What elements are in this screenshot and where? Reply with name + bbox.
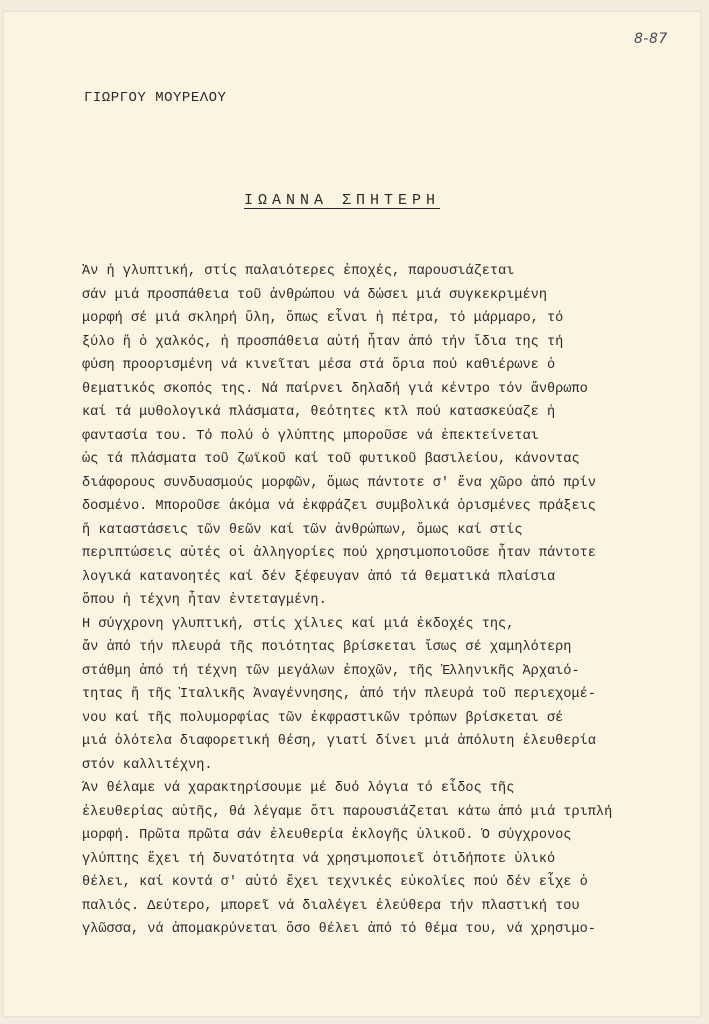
- text-line: στάθμη ἀπό τή τέχνη τῶν μεγάλων ἐποχῶν, τῆς Ἑλληνικῆς Ἀρχαιό-: [82, 663, 580, 679]
- author-name: ΓΙΩΡΓΟΥ ΜΟΥΡΕΛΟΥ: [84, 90, 227, 106]
- text-line: μιά ὁλότελα διαφορετική θέση, γιατί δίνει μιά ἀπόλυτη ἐλευθερία: [82, 734, 596, 749]
- text-line: σάν μιά προσπάθεια τοῦ ἀνθρώπου νά δώσει μιά συγκεκριμένη: [82, 287, 547, 303]
- text-line: περιπτώσεις αὐτές οἱ ἀλληγορίες πού χρησιμοποιοῦσε ἦταν πάντοτε: [82, 546, 596, 561]
- text-line: τητας ἤ τῆς Ἰταλικῆς Ἀναγέννησης, ἀπό τήν πλευρά τοῦ περιεχομέ-: [82, 687, 596, 702]
- text-line: ἐλευθερίας αὐτῆς, θά λέγαμε ὅτι παρουσιάζεται κάτω ἀπό μιά τριπλή: [82, 804, 613, 820]
- document-page: [4, 12, 700, 1016]
- text-line: μορφή σέ μιά σκληρή ὕλη, ὅπως εἶναι ἡ πέτρα, τό μάρμαρο, τό: [82, 311, 564, 326]
- text-line: λογικά κατανοητές καί δέν ξέφευγαν ἀπό τά θεματικά πλαίσια: [82, 569, 556, 585]
- text-line: φαντασία του. Τό πολύ ὁ γλύπτης μποροῦσε νά ἐπεκτείνεται: [82, 428, 539, 444]
- text-line: ὡς τά πλάσματα τοῦ ζωϊκοῦ καί τοῦ φυτικοῦ βασιλείου, κάνοντας: [82, 452, 580, 467]
- text-line: Ἡ σύγχρονη γλυπτική, στίς χίλιες καί μιά ἐκδοχές της,: [82, 616, 515, 632]
- text-line: μορφή. Πρῶτα πρῶτα σάν ἐλευθερία ἐκλογῆς ὑλικοῦ. Ὁ σύγχρονος: [82, 828, 572, 843]
- text-line: γλῶσσα, νά ἀπομακρύνεται ὅσο θέλει ἀπό τό θέμα του, νά χρησιμο-: [82, 922, 596, 937]
- text-line: φύση προορισμένη νά κινεῖται μέσα στά ὅρια πού καθιέρωνε ὁ: [82, 358, 556, 373]
- text-line: καί τά μυθολογικά πλάσματα, θεότητες κτλ πού κατασκεύαζε ἡ: [82, 405, 556, 420]
- text-line: ἄν ἀπό τήν πλευρά τῆς ποιότητας βρίσκεται ἴσως σέ χαμηλότερη: [82, 640, 572, 655]
- document-title: ΙΩΑΝΝΑ ΣΠΗΤΕΡΗ: [244, 192, 441, 209]
- text-line: δοσμένο. Μποροῦσε ἀκόμα νά ἐκφράζει συμβολικά ὁρισμένες πράξεις: [82, 499, 596, 514]
- text-line: θεματικός σκοπός της. Νά παίρνει δηλαδή γιά κέντρο τόν ἄνθρωπο: [82, 381, 588, 397]
- text-line: ἤ καταστάσεις τῶν θεῶν καί τῶν ἀνθρώπων, ὅμως καί στίς: [82, 522, 523, 538]
- text-line: διάφορους συνδυασμούς μορφῶν, ὅμως πάντοτε σ' ἕνα χῶρο ἀπό πρίν: [82, 475, 596, 491]
- page-number: 8-87: [634, 31, 668, 47]
- text-line: γλύπτης ἔχει τή δυνατότητα νά χρησιμοποιεῖ ὁτιδήποτε ὑλικό: [82, 851, 556, 867]
- text-line: Ἂν ἡ γλυπτική, στίς παλαιότερες ἐποχές, παρουσιάζεται: [82, 264, 515, 279]
- text-line: νου καί τῆς πολυμορφίας τῶν ἐκφραστικῶν τρόπων βρίσκεται σέ: [82, 710, 564, 726]
- text-line: παλιός. Δεύτερο, μπορεῖ νά διαλέγει ἐλεύθερα τήν πλαστική του: [82, 898, 580, 914]
- text-line: ὅπου ἡ τέχνη ἦταν ἐντεταγμένη.: [82, 593, 327, 608]
- document-body: [82, 260, 682, 942]
- text-line: Ἄν θέλαμε νά χαρακτηρίσουμε μέ δυό λόγια τό εἶδος τῆς: [82, 781, 515, 796]
- text-line: θέλει, καί κοντά σ' αὐτό ἔχει τεχνικές εὐκολίες πού δέν εἶχε ὁ: [82, 875, 588, 890]
- text-line: ξύλο ἤ ὁ χαλκός, ἡ προσπάθεια αὐτή ἦταν ἀπό τήν ἴδια της τή: [82, 334, 564, 350]
- text-line: στόν καλλιτέχνη.: [82, 757, 213, 773]
